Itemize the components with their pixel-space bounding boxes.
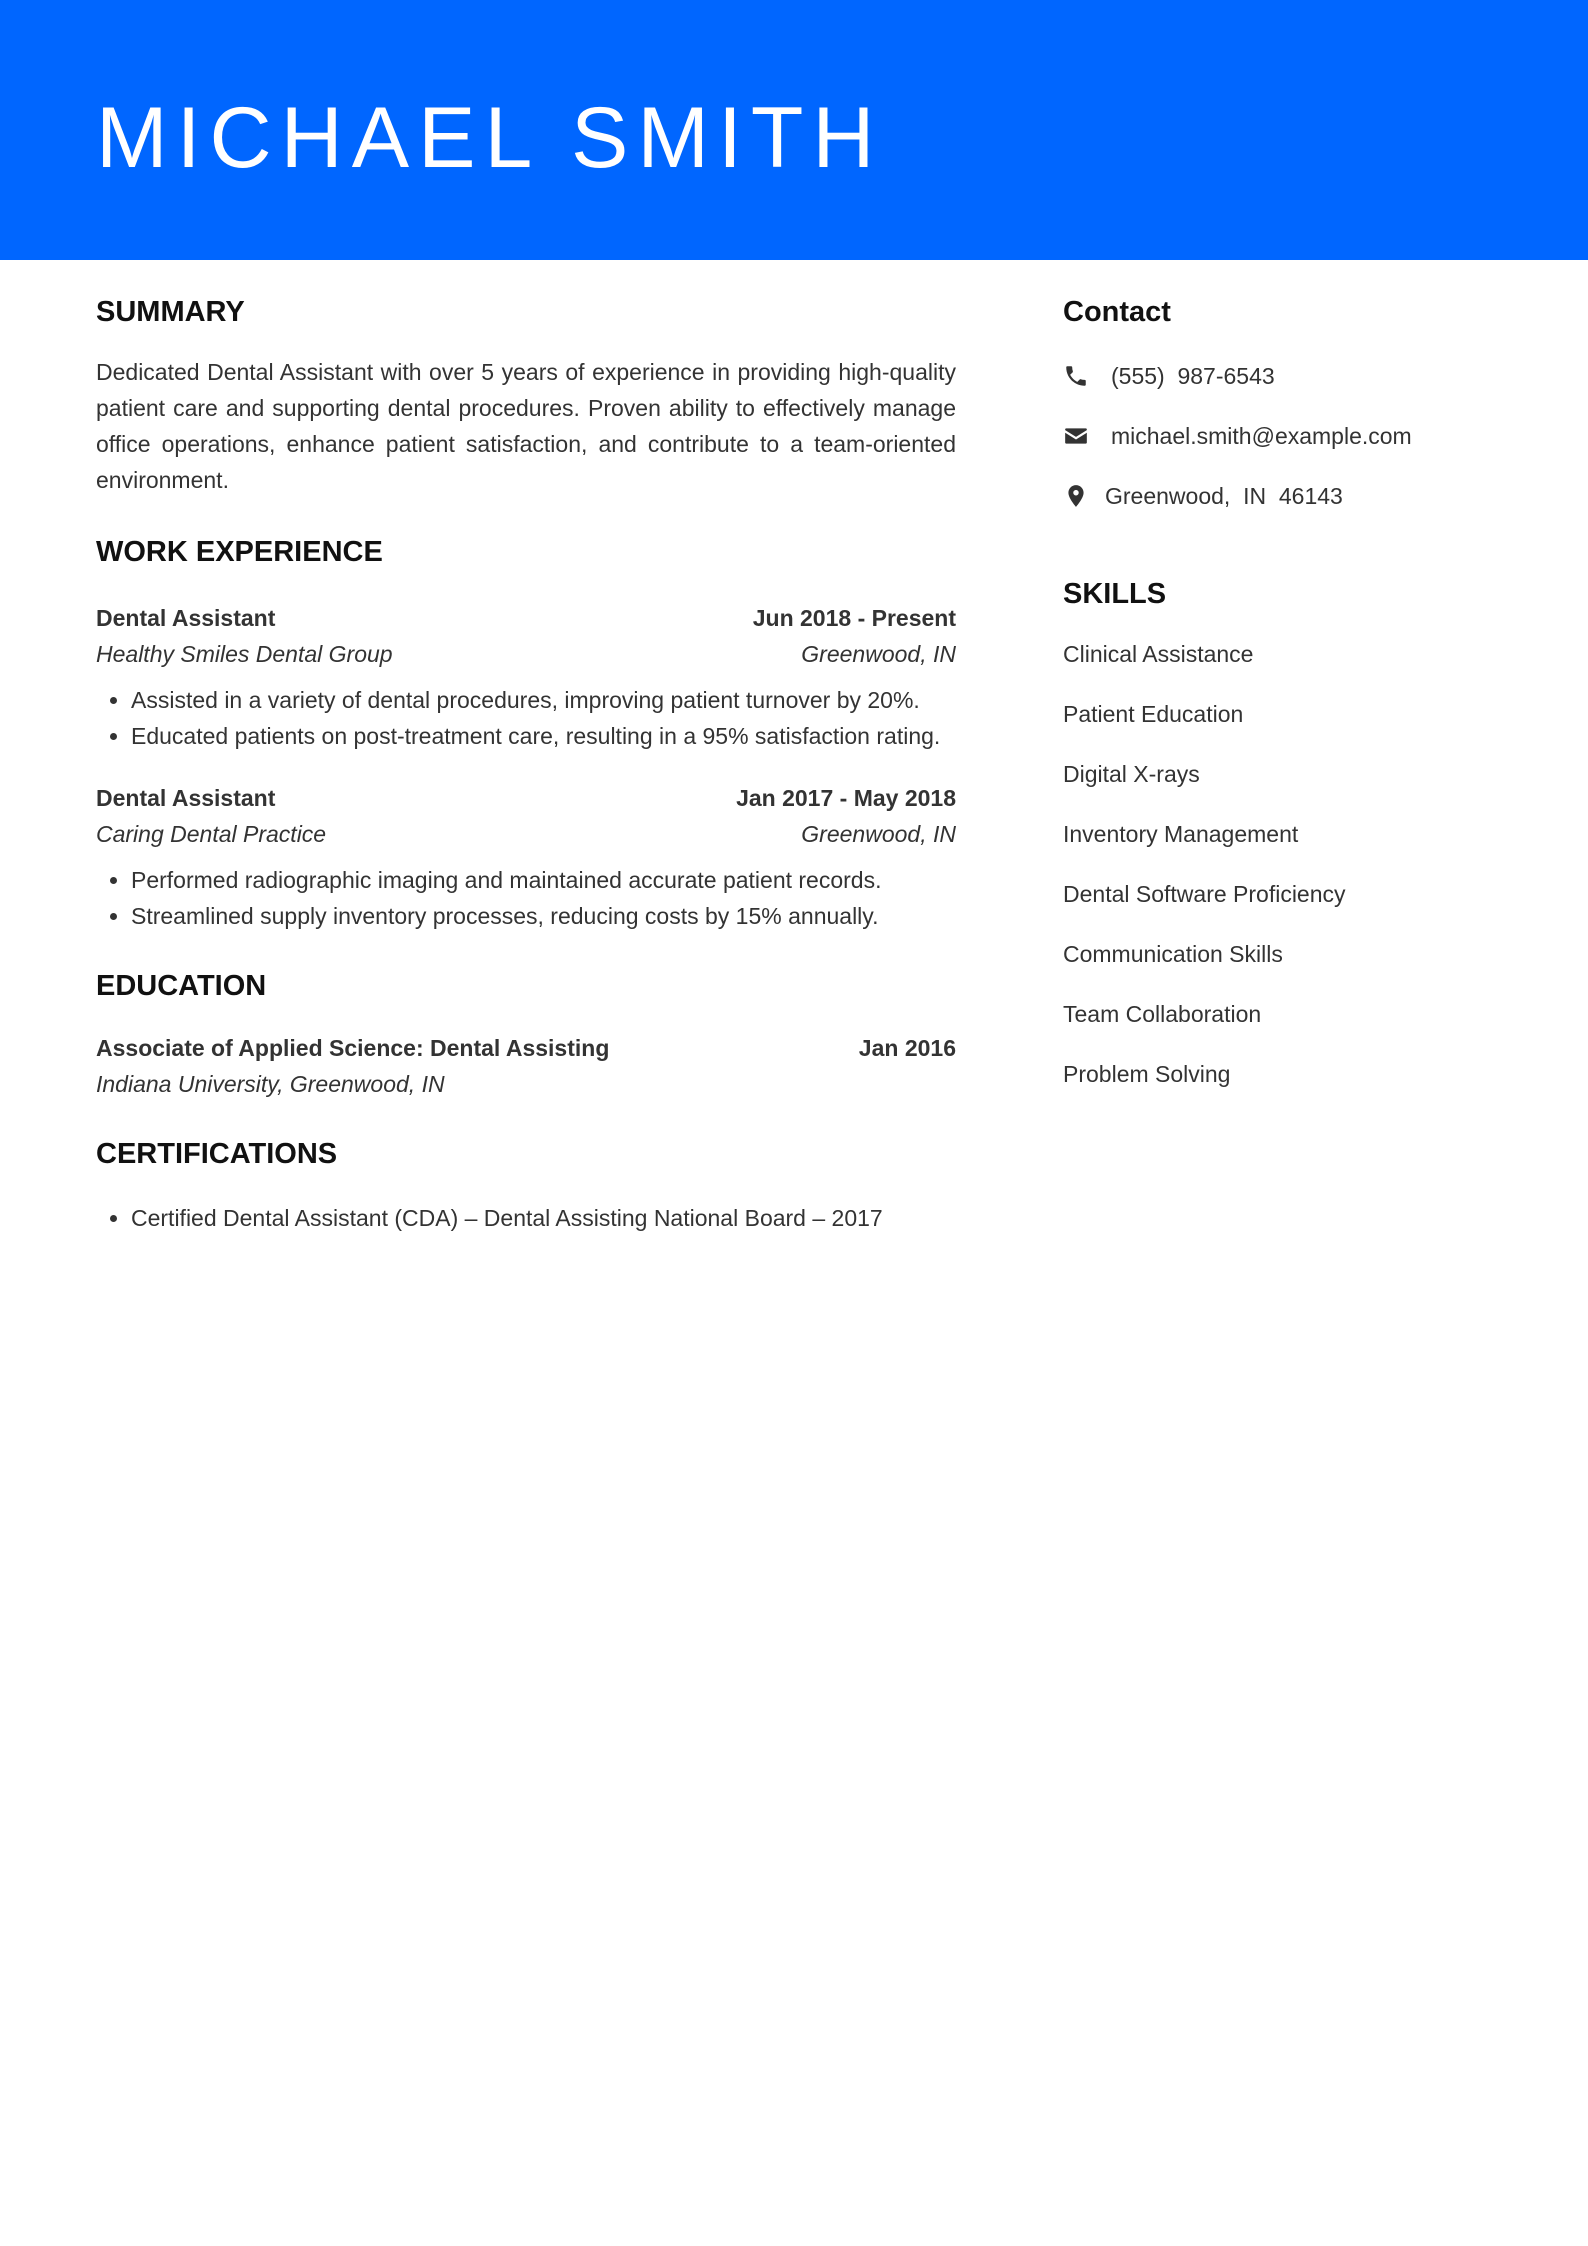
- certification-item: • Certified Dental Assistant (CDA) – Dental Assisting National Board – 2017: [131, 1200, 956, 1236]
- skill-item: Team Collaboration: [1063, 1001, 1262, 1027]
- certification-list: [96, 1200, 956, 1236]
- job-dates: Jan 2017 - May 2018: [736, 785, 956, 811]
- job-title: Dental Assistant: [96, 785, 276, 811]
- experience-heading: WORK EXPERIENCE: [96, 536, 383, 568]
- education-section: [96, 964, 956, 1102]
- education-date: Jan 2016: [858, 1035, 956, 1061]
- job-company: Healthy Smiles Dental Group: [96, 641, 393, 667]
- summary-text: Dedicated Dental Assistant with over 5 years of experience in providing high-quality patient care and supporting dental procedures. Proven ability to effectively manage office operations, enhance patient satisfaction, and contribute to a team-oriented environment.: [96, 359, 956, 493]
- job-entry: [96, 600, 956, 754]
- skill-item: Problem Solving: [1063, 1061, 1231, 1087]
- skill-item: Clinical Assistance: [1063, 641, 1254, 667]
- contact-email: [1063, 418, 1503, 454]
- job-bullet: • Assisted in a variety of dental procedures, improving patient turnover by 20%.: [131, 682, 956, 718]
- phone-icon: [1063, 363, 1089, 389]
- job-entry: [96, 780, 956, 934]
- job-title: Dental Assistant: [96, 605, 276, 631]
- education-heading: EDUCATION: [96, 970, 267, 1002]
- contact-location: [1063, 478, 1503, 514]
- degree: Associate of Applied Science: Dental Assisting: [96, 1035, 610, 1061]
- contact-section: [1063, 290, 1503, 514]
- skill-item: Digital X-rays: [1063, 761, 1200, 787]
- summary-heading: SUMMARY: [96, 296, 245, 328]
- job-location: Greenwood, IN: [801, 821, 956, 847]
- contact-phone: [1063, 358, 1503, 394]
- summary-section: [96, 290, 956, 498]
- envelope-icon: [1063, 423, 1089, 449]
- header-banner: [0, 0, 1588, 260]
- skill-item: Patient Education: [1063, 701, 1244, 727]
- location-text: Greenwood, IN 46143: [1105, 483, 1343, 509]
- job-company: Caring Dental Practice: [96, 821, 327, 847]
- certifications-heading: CERTIFICATIONS: [96, 1138, 338, 1170]
- certifications-section: [96, 1132, 956, 1236]
- map-pin-icon: [1063, 483, 1089, 509]
- skill-item: Communication Skills: [1063, 941, 1283, 967]
- contact-heading: Contact: [1063, 296, 1171, 328]
- job-bullet: • Educated patients on post-treatment care, resulting in a 95% satisfaction rating.: [131, 718, 956, 754]
- email-address[interactable]: michael.smith@example.com: [1111, 423, 1412, 449]
- experience-section: [96, 530, 956, 934]
- school: Indiana University, Greenwood, IN: [96, 1071, 445, 1097]
- job-dates: Jun 2018 - Present: [752, 605, 956, 631]
- candidate-name: MICHAEL SMITH: [96, 90, 884, 186]
- skills-heading: SKILLS: [1063, 578, 1167, 610]
- skill-item: Dental Software Proficiency: [1063, 881, 1346, 907]
- skill-item: Inventory Management: [1063, 821, 1299, 847]
- job-bullet: • Performed radiographic imaging and maintained accurate patient records.: [131, 862, 956, 898]
- main-column: [96, 290, 956, 1236]
- job-bullets: [96, 862, 956, 934]
- job-bullets: [96, 682, 956, 754]
- sidebar-column: [1063, 290, 1503, 1092]
- job-bullet: • Streamlined supply inventory processes, reducing costs by 15% annually.: [131, 898, 956, 934]
- phone-number[interactable]: (555) 987-6543: [1111, 363, 1275, 389]
- skills-section: [1063, 572, 1503, 1092]
- job-location: Greenwood, IN: [801, 641, 956, 667]
